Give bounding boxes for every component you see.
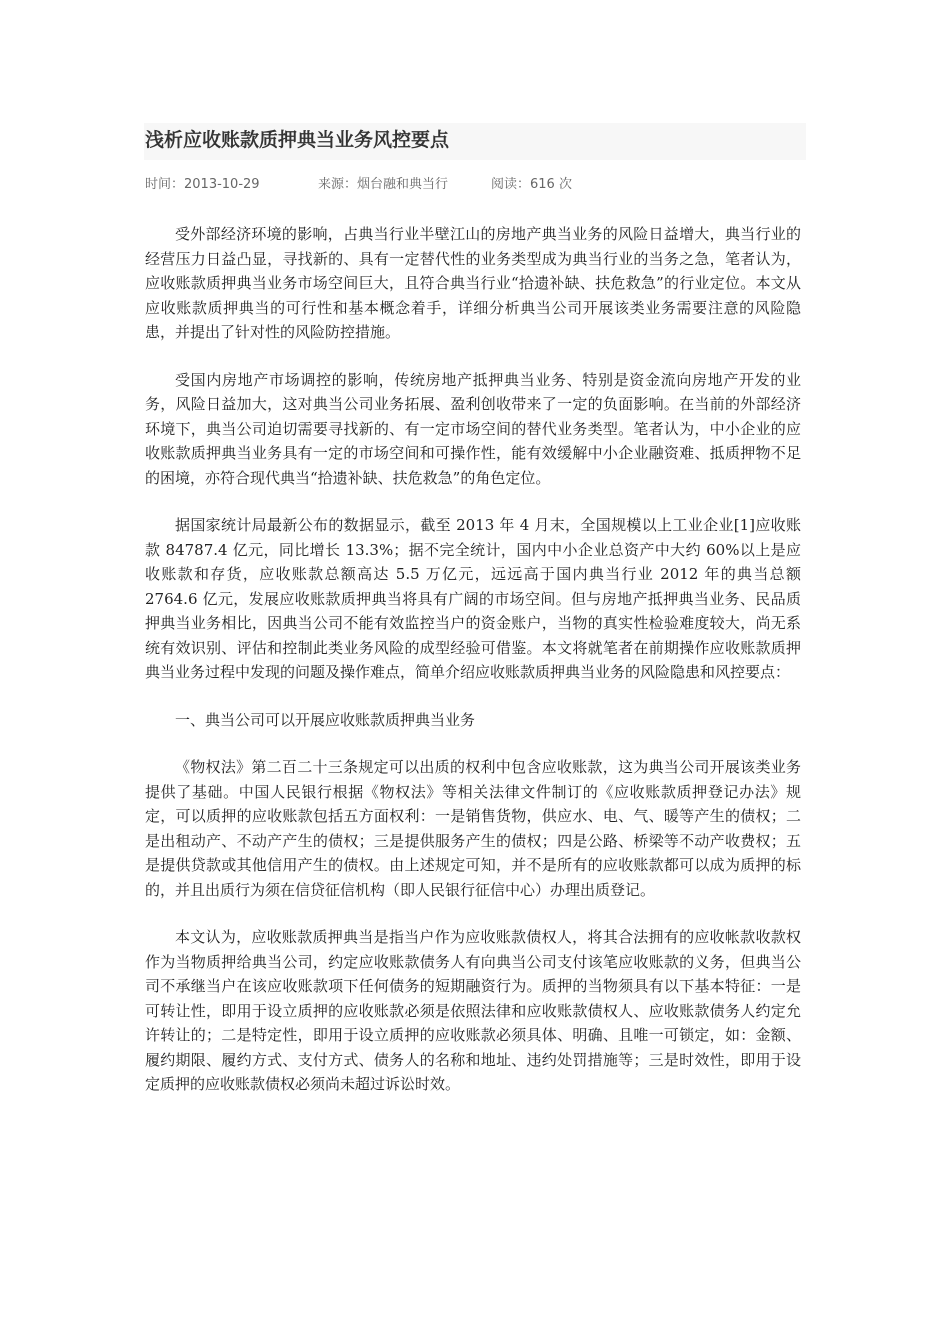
article-source: 来源：烟台融和典当行 (318, 177, 449, 192)
paragraph-intro: 受外部经济环境的影响，占典当行业半壁江山的房地产典当业务的风险日益增大，典当行业的经营压力日益凸显，寻找新的、具有一定替代性的业务类型成为典当行业的当务之急，笔者认为，应收账款质押典当业务市场空间巨大，且符合典当行业“拾遗补缺、扶危救急”的行业定位。本文从应收账款质押典当的可行性和基本概念着手，详细分析典当公司开展该类业务需要注意的风险隐患，并提出了针对性的风险防控措施。 (145, 225, 801, 341)
publish-date: 时间：2013-10-29 (145, 177, 260, 192)
article-title: 浅析应收账款质押典当业务风控要点 (145, 129, 450, 151)
paragraph-definition: 本文认为，应收账款质押典当是指当户作为应收账款债权人，将其合法拥有的应收帐款收款权作为当物质押给典当公司，约定应收账款债务人有向典当公司支付该笔应收账款的义务，但典当公司不承继当户在该应收账款项下任何债务的短期融资行为。质押的当物须具有以下基本特征：一是可转让性，即用于设立质押的应收账款必须是依照法律和应收账款债权人、应收账款债务人约定允许转让的；二是特定性，即用于设立质押的应收账款必须具体、明确、且唯一可锁定，如：金额、履约期限、履约方式、支付方式、债务人的名称和地址、违约处罚措施等；三是时效性，即用于设定质押的应收账款债权必须尚未超过诉讼时效。 (145, 928, 801, 1093)
section-heading-1: 一、典当公司可以开展应收账款质押典当业务 (175, 710, 476, 729)
article-meta (145, 176, 572, 194)
paragraph-background: 受国内房地产市场调控的影响，传统房地产抵押典当业务、特别是资金流向房地产开发的业务，风险日益加大，这对典当公司业务拓展、盈利创收带来了一定的负面影响。在当前的外部经济环境下，典当公司迫切需要寻找新的、有一定市场空间的替代业务类型。笔者认为，中小企业的应收账款质押典当业务具有一定的市场空间和可操作性，能有效缓解中小企业融资难、抵质押物不足的困境，亦符合现代典当“拾遗补缺、扶危救急”的角色定位。 (145, 370, 801, 487)
paragraph-statistics: 据国家统计局最新公布的数据显示，截至 2013 年 4 月末，全国规模以上工业企业[1]应收账款 84787.4 亿元，同比增长 13.3%；据不完全统计，国内中小企业总资产中大约 60%以上是应收账款和存货，应收账款总额高达 5.5 万亿元，远远高于国内典当行业 2012 年的典当总额 2764.6 亿元，发展应收账款质押典当将具有广阔的市场空间。但与房地产抵押典当业务、民品质押典当业务相比，因典当公司不能有效监控当户的资金账户，当物的真实性检验难度较大，尚无系统有效识别、评估和控制此类业务风险的成型经验可借鉴。本文将就笔者在前期操作应收账款质押典当业务过程中发现的问题及操作难点，简单介绍应收账款质押典当业务的风险隐患和风控要点： (145, 516, 801, 681)
paragraph-legal-basis: 《物权法》第二百二十三条规定可以出质的权利中包含应收账款，这为典当公司开展该类业务提供了基础。中国人民银行根据《物权法》等相关法律文件制订的《应收账款质押登记办法》规定，可以质押的应收账款包括五方面权利：一是销售货物，供应水、电、气、暖等产生的债权；二是出租动产、不动产产生的债权；三是提供服务产生的债权；四是公路、桥梁等不动产收费权；五是提供贷款或其他信用产生的债权。由上述规定可知，并不是所有的应收账款都可以成为质押的标的，并且出质行为须在信贷征信机构（即人民银行征信中心）办理出质登记。 (145, 758, 801, 899)
article-body (145, 222, 801, 1120)
view-count: 阅读：616 次 (491, 177, 572, 192)
